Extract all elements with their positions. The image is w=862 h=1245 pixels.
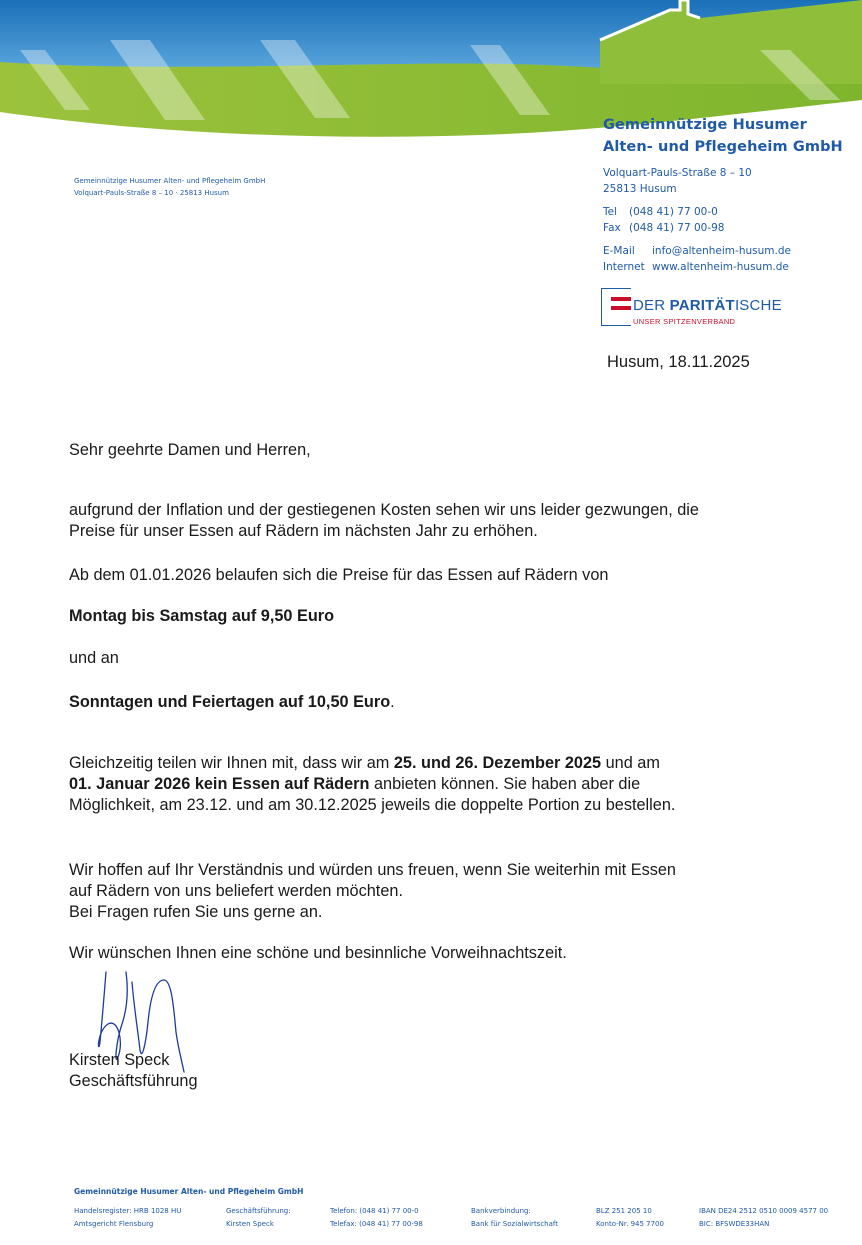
signer-block — [69, 1050, 198, 1092]
paritaet-title-bold: PARITÄT — [669, 297, 735, 314]
org-address-street: Volquart-Pauls-Straße 8 – 10 — [603, 167, 752, 179]
footer-registry — [74, 1205, 181, 1231]
price-sunday-period: . — [390, 693, 395, 711]
footer-bank-line2: Bank für Sozialwirtschaft — [471, 1220, 558, 1228]
closure-date-january: 01. Januar 2026 kein Essen auf Rädern — [69, 775, 370, 793]
price-sunday — [69, 692, 395, 713]
paritaet-title — [633, 297, 782, 314]
paragraph-hope-line2: auf Rädern von uns beliefert werden möchten. — [69, 882, 403, 900]
paritaet-title-suffix: ISCHE — [734, 297, 782, 314]
footer-bank — [471, 1205, 558, 1231]
paragraph-closure-line1 — [69, 753, 675, 774]
internet-value: www.altenheim-husum.de — [652, 261, 789, 273]
paragraph-inflation-line1: aufgrund der Inflation und der gestiegenen Kosten sehen wir uns leider gezwungen, die — [69, 501, 699, 519]
price-weekday-text: Montag bis Samstag auf 9,50 Euro — [69, 607, 335, 625]
signer-role: Geschäftsführung — [69, 1072, 198, 1090]
footer-phone-line2: Telefax: (048 41) 77 00-98 — [330, 1220, 423, 1228]
footer-registry-line1: Handelsregister: HRB 1028 HU — [74, 1207, 182, 1215]
paragraph-inflation-line2: Preise für unser Essen auf Rädern im nächsten Jahr zu erhöhen. — [69, 522, 538, 540]
and-text: und an — [69, 649, 119, 667]
org-fax — [603, 220, 843, 236]
paritaetische-logo — [601, 288, 791, 330]
closure-text-a: Gleichzeitig teilen wir Ihnen mit, dass wir am — [69, 754, 394, 772]
letter-footer — [74, 1186, 854, 1235]
footer-registry-line2: Amtsgericht Flensburg — [74, 1220, 154, 1228]
tel-value: (048 41) 77 00-0 — [629, 206, 718, 218]
footer-columns — [74, 1205, 854, 1235]
closing-greeting: Wir wünschen Ihnen eine schöne und besinnliche Vorweihnachtszeit. — [69, 944, 567, 962]
org-name-line2: Alten- und Pflegeheim GmbH — [603, 139, 843, 155]
footer-phone — [330, 1205, 423, 1231]
price-weekday — [69, 606, 334, 627]
footer-account-line2: Konto-Nr. 945 7700 — [596, 1220, 664, 1228]
footer-bank-line1: Bankverbindung: — [471, 1207, 531, 1215]
paragraph-closure-line2 — [69, 774, 675, 795]
footer-iban-line1: IBAN DE24 2512 0510 0009 4577 00 — [699, 1207, 829, 1215]
footer-management-line1: Geschäftsführung: — [226, 1207, 291, 1215]
closure-dates-december: 25. und 26. Dezember 2025 — [393, 754, 602, 772]
org-address-city: 25813 Husum — [603, 183, 677, 195]
paritaet-logo-bar — [611, 297, 631, 301]
fax-label: Fax — [603, 222, 621, 234]
org-name-line1: Gemeinnützige Husumer — [603, 117, 807, 133]
paragraph-prices-intro: Ab dem 01.01.2026 belaufen sich die Preise für das Essen auf Rädern von — [69, 566, 609, 584]
signer-name: Kirsten Speck — [69, 1051, 170, 1069]
paragraph-hope — [69, 860, 676, 923]
tel-label: Tel — [603, 206, 618, 218]
paritaet-title-prefix: DER — [633, 297, 670, 314]
price-sunday-text: Sonntagen und Feiertagen auf 10,50 Euro — [69, 693, 391, 711]
org-internet — [603, 259, 843, 275]
footer-title: Gemeinnützige Husumer Alten- und Pflegeheim GmbH — [74, 1187, 304, 1196]
letterhead-organization — [603, 114, 843, 275]
internet-label: Internet — [603, 261, 645, 273]
footer-iban-line2: BIC: BFSWDE33HAN — [699, 1220, 770, 1228]
footer-management-line2: Kirsten Speck — [226, 1220, 274, 1228]
footer-iban — [699, 1205, 828, 1231]
salutation: Sehr geehrte Damen und Herren, — [69, 441, 311, 459]
footer-account — [596, 1205, 664, 1231]
paragraph-hope-line1: Wir hoffen auf Ihr Verständnis und würden uns freuen, wenn Sie weiterhin mit Essen — [69, 861, 676, 879]
paragraph-closure-days — [69, 753, 675, 816]
sender-line-2: Volquart-Pauls-Straße 8 – 10 · 25813 Husum — [74, 189, 229, 197]
sender-line-1: Gemeinnützige Husumer Alten- und Pflegeheim GmbH — [74, 177, 266, 185]
org-tel — [603, 204, 843, 220]
fax-value: (048 41) 77 00-98 — [629, 222, 725, 234]
sender-return-address — [74, 175, 265, 199]
org-address — [603, 165, 843, 197]
closure-text-e: anbieten können. Sie haben aber die — [369, 775, 641, 793]
email-value: info@altenheim-husum.de — [652, 245, 791, 257]
footer-management — [226, 1205, 291, 1231]
footer-account-line1: BLZ 251 205 10 — [596, 1207, 652, 1215]
org-email — [603, 243, 843, 259]
paragraph-inflation — [69, 500, 699, 542]
paritaet-subtitle: UNSER SPITZENVERBAND — [633, 317, 736, 326]
paragraph-closure-line3: Möglichkeit, am 23.12. und am 30.12.2025 jeweils die doppelte Portion zu bestellen. — [69, 796, 676, 814]
org-web-block — [603, 243, 843, 275]
org-phone-block — [603, 204, 843, 236]
paragraph-hope-line3: Bei Fragen rufen Sie uns gerne an. — [69, 903, 323, 921]
footer-phone-line1: Telefon: (048 41) 77 00-0 — [330, 1207, 419, 1215]
email-label: E-Mail — [603, 245, 635, 257]
paritaet-logo-bar — [611, 306, 631, 310]
letter-date: Husum, 18.11.2025 — [607, 353, 750, 371]
closure-text-c: und am — [601, 754, 660, 772]
